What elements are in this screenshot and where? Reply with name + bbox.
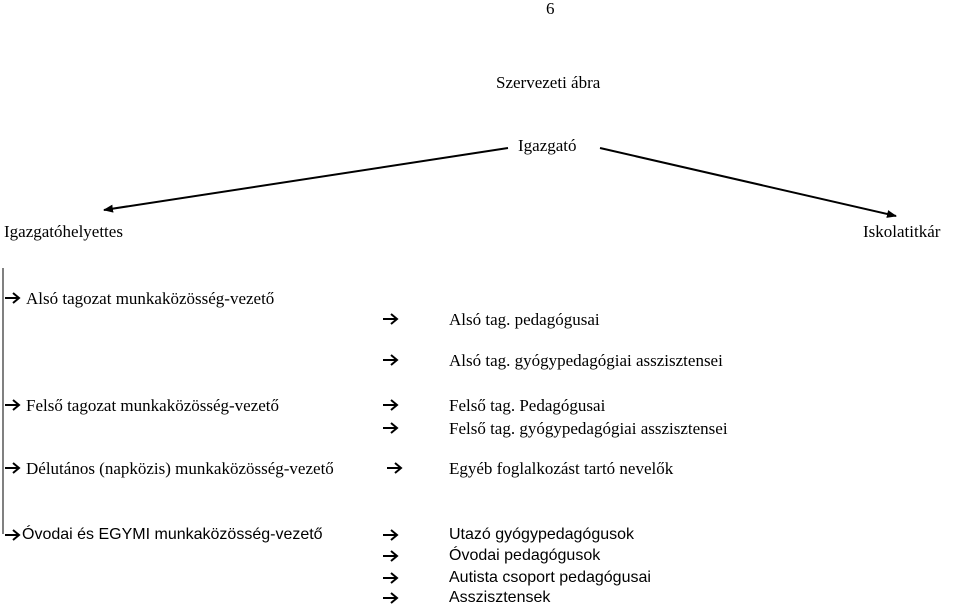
group-leader-kindergarten: Óvodai és EGYMI munkaközösség-vezető: [22, 526, 323, 543]
group-member: Utazó gyógypedagógusok: [449, 526, 635, 543]
arrow-right-icon: [4, 526, 22, 544]
arrow-right-icon: [382, 526, 400, 544]
group-member: Alsó tag. pedagógusai: [449, 310, 600, 329]
group-member: Alsó tag. gyógypedagógiai asszisztensei: [449, 351, 723, 370]
arrow-right-icon: [382, 351, 400, 369]
arrow-right-icon: [382, 589, 400, 607]
group-leader-upper: Felső tagozat munkaközösség-vezető: [26, 396, 280, 415]
page-number: 6: [546, 0, 555, 18]
group-member: Felső tag. Pedagógusai: [449, 396, 606, 415]
arrow-right-icon: [382, 310, 400, 328]
group-member: Autista csoport pedagógusai: [449, 569, 651, 586]
arrow-right-icon: [386, 459, 404, 477]
group-member: Asszisztensek: [449, 589, 551, 606]
org-secretary: Iskolatitkár: [863, 222, 941, 241]
arrow-right-icon: [382, 547, 400, 565]
arrow-right-icon: [382, 419, 400, 437]
arrow-right-icon: [382, 396, 400, 414]
group-member: Egyéb foglalkozást tartó nevelők: [449, 459, 674, 478]
group-leader-lower: Alsó tagozat munkaközösség-vezető: [26, 289, 275, 308]
group-leader-afternoon: Délutános (napközis) munkaközösség-vezető: [26, 459, 334, 478]
arrow-right-icon: [4, 396, 22, 414]
org-deputy: Igazgatóhelyettes: [4, 222, 123, 241]
connector-to-deputy: [104, 148, 508, 210]
arrow-right-icon: [4, 289, 22, 307]
page-title: Szervezeti ábra: [496, 73, 601, 92]
org-top-director: Igazgató: [518, 136, 577, 155]
group-member: Felső tag. gyógypedagógiai asszisztensei: [449, 419, 728, 438]
group-member: Óvodai pedagógusok: [449, 547, 601, 564]
arrow-right-icon: [382, 569, 400, 587]
connector-to-secretary: [600, 148, 896, 216]
arrow-right-icon: [4, 459, 22, 477]
